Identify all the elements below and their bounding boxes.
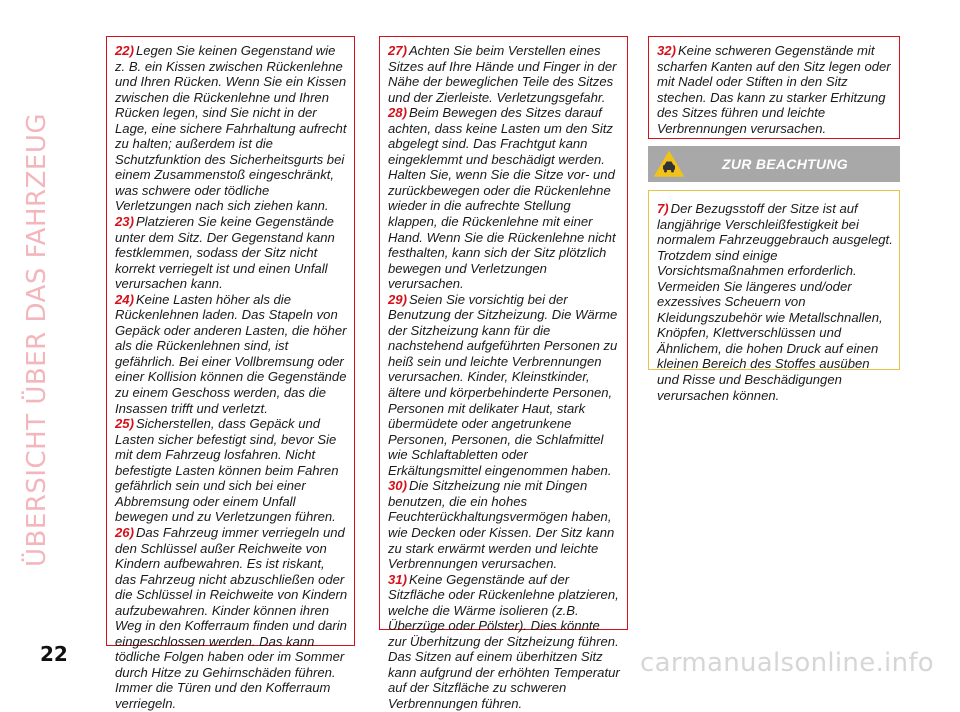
warning-entry bbox=[388, 105, 621, 292]
entry-number: 25) bbox=[115, 416, 134, 432]
warning-entry bbox=[115, 416, 348, 525]
warning-entry bbox=[115, 525, 348, 712]
entry-text: Keine Gegenstände auf der Sitzfläche oder Rückenlehne platzieren, welche die Wärme isolieren (z.B. Überzüge oder Pölster). Dies könnte zur Überhitzung der Sitzheizung führen. Das Sitzen auf einem überhitzen Sitz kann aufgrund der erhöhten Temperatur auf der Sitzfläche zu schweren Verbrennungen führen. bbox=[388, 571, 620, 711]
warning-entry bbox=[657, 43, 893, 136]
warning-entry bbox=[657, 201, 893, 403]
page-number: 22 bbox=[40, 642, 68, 666]
entry-text: Das Fahrzeug immer verriegeln und den Schlüssel außer Reichweite von Kindern aufbewahren. Es ist riskant, das Fahrzeug nicht abzuschließen oder die Schlüssel in Reichweite von Kindern aufzubewahren. Kinder können ihren Weg in den Kofferraum finden und darin eingeschlossen werden. Das kann tödliche Folgen haben oder im Sommer durch Hitze zu Gehirnschäden führen. Immer die Türen und den Kofferraum verriegeln. bbox=[115, 524, 348, 711]
notice-title: ZUR BEACHTUNG bbox=[721, 156, 848, 172]
side-section-title: ÜBERSICHT ÜBER DAS FAHRZEUG bbox=[22, 113, 52, 568]
entry-number: 29) bbox=[388, 291, 407, 307]
entry-number: 23) bbox=[115, 214, 134, 230]
entry-number: 22) bbox=[115, 43, 134, 58]
warning-entry bbox=[115, 292, 348, 416]
notice-body bbox=[648, 190, 900, 403]
entry-text: Sicherstellen, dass Gepäck und Lasten sicher befestigt sind, bevor Sie mit dem Fahrzeug losfahren. Nicht befestigte Lasten können beim Fahren gefährlich sein und sich bei einer Abbremsung oder einem Unfall bewegen und zu Verletzungen führen. bbox=[115, 416, 339, 525]
warning-column-1 bbox=[106, 36, 355, 711]
car-hand-warning-icon bbox=[648, 146, 690, 182]
entry-text: Der Bezugsstoff der Sitze ist auf langjährige Verschleißfestigkeit bei normalem Fahrzeuggebrauch ausgelegt. Trotzdem sind einige Vorsichtsmaßnahmen erforderlich. Vermeiden Sie längeres und/oder exzessives Scheuern von Kleidungszubehör wie Metallschnallen, Knöpfen, Klettverschlüssen und Ähnlichem, die hohen Druck auf einen kleinen Bereich des Stoffes ausüben und Risse und Beschädigungen verursachen können. bbox=[657, 201, 893, 403]
warning-entry bbox=[388, 572, 621, 712]
entry-text: Beim Bewegen des Sitzes darauf achten, dass keine Lasten um den Sitz abgelegt sind. Das Frachtgut kann eingeklemmt und beschädigt werden. Halten Sie, wenn Sie die Sitze vor- und zurückbewegen oder die Rückenlehne wieder in die aufrechte Stellung klappen, die Rückenlehne mit einer Hand. Wenn Sie die Rückenlehne nicht festhalten, kann sich der Sitz plötzlich bewegen und Verletzungen verursachen. bbox=[388, 105, 616, 292]
entry-number: 27) bbox=[388, 43, 407, 58]
entry-number: 30) bbox=[388, 478, 407, 494]
warning-entry bbox=[115, 43, 348, 214]
entry-number: 28) bbox=[388, 105, 407, 121]
warning-entry bbox=[388, 292, 621, 479]
entry-number: 7) bbox=[657, 201, 669, 216]
watermark: carmanualsonline.info bbox=[640, 648, 935, 678]
entry-text: Die Sitzheizung nie mit Dingen benutzen, die ein hohes Feuchterückhaltungsvermögen haben, wie Decken oder Kissen. Der Sitz kann zu stark erwärmt werden und leichte Verbrennungen verursachen. bbox=[388, 478, 615, 572]
entry-number: 26) bbox=[115, 524, 134, 540]
warning-entry bbox=[115, 214, 348, 292]
entry-number: 32) bbox=[657, 43, 676, 58]
entry-text: Keine Lasten höher als die Rückenlehnen laden. Das Stapeln von Gepäck oder anderen Lasten, die höher als die Rückenlehnen sind, ist gefährlich. Bei einer Vollbremsung oder einer Kollision können die Gegenstände zu einem Geschoss werden, das die Insassen trifft und verletzt. bbox=[115, 291, 347, 416]
warning-entry bbox=[388, 478, 621, 571]
entry-text: Platzieren Sie keine Gegenstände unter dem Sitz. Der Gegenstand kann festklemmen, sodass der Sitz nicht korrekt verriegelt ist und einen Unfall verursachen kann. bbox=[115, 214, 335, 292]
entry-text: Keine schweren Gegenstände mit scharfen Kanten auf den Sitz legen oder mit Nadel oder Stiften in den Sitz stechen. Das kann zu starker Erhitzung des Sitzes führen und leichte Verbrennungen verursachen. bbox=[657, 43, 891, 136]
entry-text: Seien Sie vorsichtig bei der Benutzung der Sitzheizung. Die Wärme der Sitzheizung kann für die nachstehend aufgeführten Personen zu heiß sein und leichte Verbrennungen verursachen. Kinder, Kleinstkinder, ältere und körperbehinderte Personen, Personen mit delikater Haut, stark übermüdete oder angetrunkene Personen, Personen, die Schlafmittel wie Schlaftabletten oder Erkältungsmittel eingenommen haben. bbox=[388, 291, 618, 478]
entry-number: 24) bbox=[115, 291, 134, 307]
entry-text: Achten Sie beim Verstellen eines Sitzes auf Ihre Hände und Finger in der Nähe der beweglichen Teile des Sitzes und der Zierleiste. Verletzungsgefahr. bbox=[388, 43, 617, 105]
entry-number: 31) bbox=[388, 571, 407, 587]
warning-column-3 bbox=[648, 36, 900, 139]
entry-text: Legen Sie keinen Gegenstand wie z. B. ein Kissen zwischen Rückenlehne und Ihren Rücken. Wenn Sie ein Kissen zwischen die Rückenlehne und Ihren Rücken legen, sind Sie nicht in der Lage, eine sichere Fahrhaltung aufrecht zu halten; außerdem ist die Schutzfunktion des Sicherheitsgurts bei einem Zusammenstoß eingeschränkt, was schwere oder tödliche Verletzungen nach sich ziehen kann. bbox=[115, 43, 347, 214]
notice-header bbox=[648, 146, 900, 182]
warning-entry bbox=[388, 43, 621, 105]
warning-column-2 bbox=[379, 36, 628, 711]
